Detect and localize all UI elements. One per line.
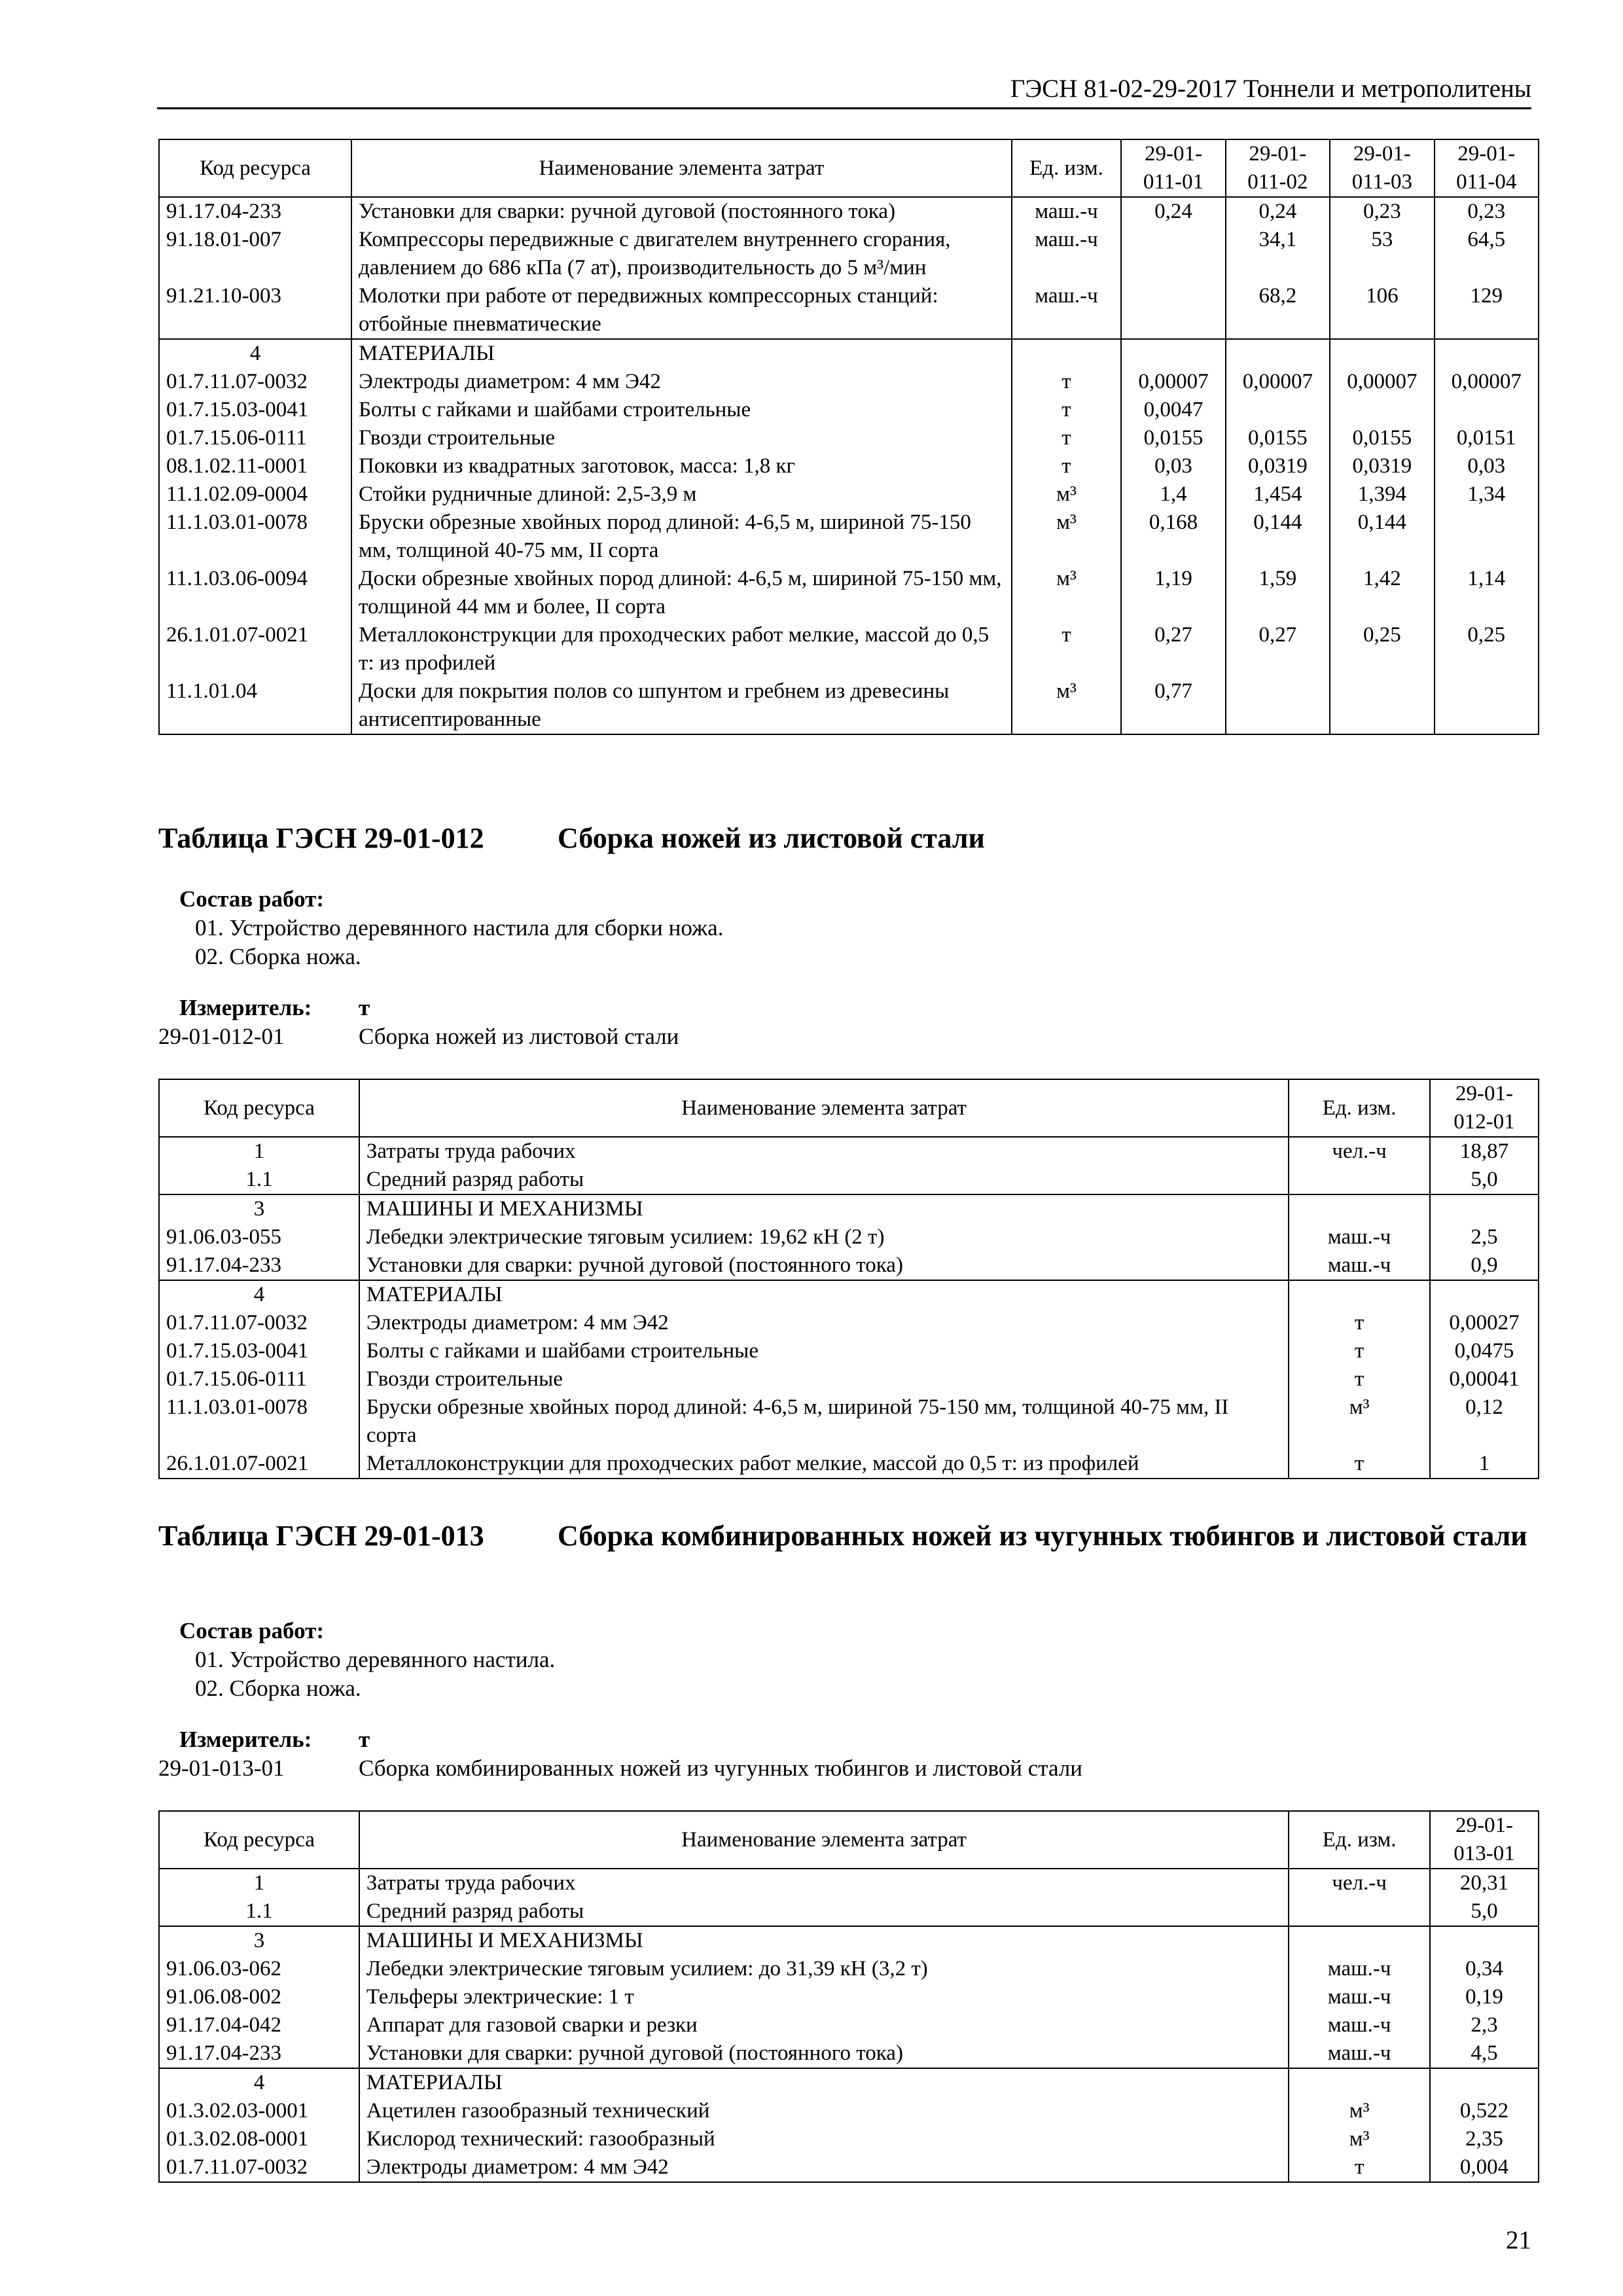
norm-value: 0,03 — [1435, 452, 1539, 480]
resource-name: Гвозди строительные — [351, 424, 1012, 452]
unit: м³ — [1012, 565, 1122, 621]
resource-code: 26.1.01.07-0021 — [159, 1450, 359, 1479]
table-row — [159, 2011, 1539, 2039]
norm-value — [1226, 339, 1330, 368]
unit: т — [1012, 396, 1122, 424]
item-name: Сборка ножей из листовой стали — [359, 1024, 679, 1049]
norm-value: 0,34 — [1430, 1955, 1539, 1983]
norm-value: 1,394 — [1330, 480, 1434, 509]
resource-name: Кислород технический: газообразный — [359, 2125, 1289, 2153]
unit: т — [1289, 1337, 1430, 1365]
table-row — [159, 197, 1539, 226]
resource-name: Металлоконструкции для проходческих работ мелкие, массой до 0,5 т: из профилей — [359, 1450, 1289, 1479]
norm-value: 0,168 — [1121, 509, 1225, 565]
table-number: Таблица ГЭСН 29-01-013 — [158, 1520, 484, 1552]
table-row — [159, 677, 1539, 734]
table-row — [159, 1309, 1539, 1337]
resource-code: 01.7.15.06-0111 — [159, 424, 351, 452]
work-item: 01. Устройство деревянного настила. — [195, 1647, 556, 1672]
unit: м³ — [1012, 677, 1122, 734]
resource-code: 91.17.04-233 — [159, 197, 351, 226]
norm-value: 0,0151 — [1435, 424, 1539, 452]
norm-value — [1121, 226, 1225, 282]
resource-name: МАШИНЫ И МЕХАНИЗМЫ — [359, 1926, 1289, 1955]
table-row — [159, 1955, 1539, 1983]
resource-name: Стойки рудничные длиной: 2,5-3,9 м — [351, 480, 1012, 509]
table-row — [159, 339, 1539, 368]
column-header: 29-01- 011-01 — [1121, 139, 1225, 197]
resource-name: Металлоконструкции для проходческих работ мелкие, массой до 0,5 т: из профилей — [351, 621, 1012, 677]
norm-value: 5,0 — [1430, 1897, 1539, 1926]
unit: т — [1289, 1365, 1430, 1393]
unit — [1289, 1194, 1430, 1223]
norm-value: 0,00007 — [1226, 368, 1330, 396]
norm-value: 0,144 — [1330, 509, 1434, 565]
table-row — [159, 1194, 1539, 1223]
table-row — [159, 226, 1539, 282]
unit: маш.-ч — [1289, 1223, 1430, 1251]
column-header: Ед. изм. — [1289, 1079, 1430, 1137]
resource-name: Аппарат для газовой сварки и резки — [359, 2011, 1289, 2039]
resource-name: Установки для сварки: ручной дуговой (постоянного тока) — [359, 1251, 1289, 1280]
table-row — [159, 1280, 1539, 1309]
resource-code: 3 — [159, 1194, 359, 1223]
norm-value — [1226, 396, 1330, 424]
resource-code: 1 — [159, 1869, 359, 1897]
resource-code: 3 — [159, 1926, 359, 1955]
column-header: Наименование элемента затрат — [359, 1811, 1289, 1869]
column-header: Наименование элемента затрат — [359, 1079, 1289, 1137]
norm-value: 53 — [1330, 226, 1434, 282]
unit: чел.-ч — [1289, 1869, 1430, 1897]
resource-code: 01.7.11.07-0032 — [159, 368, 351, 396]
resource-code: 11.1.03.01-0078 — [159, 1393, 359, 1450]
norm-value: 5,0 — [1430, 1166, 1539, 1194]
resource-name: Болты с гайками и шайбами строительные — [351, 396, 1012, 424]
resource-name: Лебедки электрические тяговым усилием: 19,62 кН (2 т) — [359, 1223, 1289, 1251]
item-code: 29-01-012-01 — [158, 1024, 285, 1049]
norm-value: 1,454 — [1226, 480, 1330, 509]
norm-value: 18,87 — [1430, 1137, 1539, 1166]
resource-code: 91.06.03-062 — [159, 1955, 359, 1983]
resource-code: 91.17.04-233 — [159, 2039, 359, 2068]
table-row — [159, 1365, 1539, 1393]
resource-name: Поковки из квадратных заготовок, масса: 1,8 кг — [351, 452, 1012, 480]
norm-value: 1,59 — [1226, 565, 1330, 621]
work-item: 02. Сборка ножа. — [195, 944, 361, 969]
norm-value: 2,35 — [1430, 2125, 1539, 2153]
norm-value: 64,5 — [1435, 226, 1539, 282]
unit: т — [1012, 368, 1122, 396]
resource-code: 91.17.04-042 — [159, 2011, 359, 2039]
norm-value: 0,00007 — [1435, 368, 1539, 396]
column-header: Ед. изм. — [1289, 1811, 1430, 1869]
resource-name: Электроды диаметром: 4 мм Э42 — [359, 1309, 1289, 1337]
table-row — [159, 509, 1539, 565]
table-row — [159, 1393, 1539, 1450]
resource-code: 91.21.10-003 — [159, 282, 351, 339]
resource-code: 01.7.15.03-0041 — [159, 1337, 359, 1365]
unit: маш.-ч — [1012, 197, 1122, 226]
unit: чел.-ч — [1289, 1137, 1430, 1166]
resource-table-29-01-011 — [158, 139, 1539, 735]
resource-code: 1.1 — [159, 1897, 359, 1926]
resource-code: 91.06.08-002 — [159, 1983, 359, 2011]
column-header: 29-01- 013-01 — [1430, 1811, 1539, 1869]
norm-value: 0,522 — [1430, 2097, 1539, 2125]
resource-code: 91.18.01-007 — [159, 226, 351, 282]
norm-value: 0,12 — [1430, 1393, 1539, 1450]
resource-name: Тельферы электрические: 1 т — [359, 1983, 1289, 2011]
resource-code: 11.1.03.06-0094 — [159, 565, 351, 621]
norm-value — [1226, 677, 1330, 734]
table-row — [159, 1251, 1539, 1280]
resource-table-29-01-012 — [158, 1079, 1539, 1479]
unit — [1289, 2068, 1430, 2097]
resource-code: 11.1.03.01-0078 — [159, 509, 351, 565]
column-header: 29-01- 011-02 — [1226, 139, 1330, 197]
meter-block-29-01-012 — [158, 994, 1533, 1051]
table-title: Сборка комбинированных ножей из чугунных тюбингов и листовой стали — [558, 1520, 1527, 1552]
table-row — [159, 1166, 1539, 1194]
norm-value: 1,4 — [1121, 480, 1225, 509]
column-header: Ед. изм. — [1012, 139, 1122, 197]
table-row — [159, 368, 1539, 396]
norm-value: 0,0319 — [1226, 452, 1330, 480]
work-item: 01. Устройство деревянного настила для сборки ножа. — [195, 915, 724, 941]
works-list-29-01-013 — [158, 1617, 555, 1703]
unit — [1289, 1280, 1430, 1309]
table-row — [159, 1337, 1539, 1365]
column-header: Код ресурса — [159, 1079, 359, 1137]
norm-value: 0,24 — [1226, 197, 1330, 226]
norm-value — [1435, 509, 1539, 565]
table-row — [159, 2097, 1539, 2125]
table-number: Таблица ГЭСН 29-01-012 — [158, 822, 484, 854]
resource-code: 1 — [159, 1137, 359, 1166]
norm-value: 0,27 — [1226, 621, 1330, 677]
norm-value: 0,25 — [1435, 621, 1539, 677]
resource-name: Установки для сварки: ручной дуговой (постоянного тока) — [359, 2039, 1289, 2068]
table-row — [159, 1223, 1539, 1251]
resource-name: Молотки при работе от передвижных компрессорных станций: отбойные пневматические — [351, 282, 1012, 339]
unit: маш.-ч — [1012, 226, 1122, 282]
norm-value: 0,0047 — [1121, 396, 1225, 424]
resource-name: Бруски обрезные хвойных пород длиной: 4-6,5 м, шириной 75-150 мм, толщиной 40-75 мм, II сорта — [351, 509, 1012, 565]
work-item: 02. Сборка ножа. — [195, 1676, 361, 1701]
resource-name: Ацетилен газообразный технический — [359, 2097, 1289, 2125]
meter-label: Измеритель: — [179, 1727, 312, 1752]
norm-value — [1330, 396, 1434, 424]
resource-name: Средний разряд работы — [359, 1897, 1289, 1926]
resource-name: Лебедки электрические тяговым усилием: до 31,39 кН (3,2 т) — [359, 1955, 1289, 1983]
norm-value: 0,00007 — [1330, 368, 1434, 396]
works-list-29-01-012 — [158, 885, 723, 971]
resource-name: Бруски обрезные хвойных пород длиной: 4-6,5 м, шириной 75-150 мм, толщиной 40-75 мм, II сорта — [359, 1393, 1289, 1450]
norm-value: 0,144 — [1226, 509, 1330, 565]
column-header: 29-01- 011-03 — [1330, 139, 1434, 197]
norm-value — [1430, 2068, 1539, 2097]
resource-name: Электроды диаметром: 4 мм Э42 — [351, 368, 1012, 396]
norm-value: 1,14 — [1435, 565, 1539, 621]
unit: маш.-ч — [1289, 1983, 1430, 2011]
unit: т — [1012, 452, 1122, 480]
norm-value: 2,5 — [1430, 1223, 1539, 1251]
norm-value — [1330, 677, 1434, 734]
table-row — [159, 282, 1539, 339]
norm-value: 0,23 — [1435, 197, 1539, 226]
norm-value — [1430, 1194, 1539, 1223]
resource-name: Болты с гайками и шайбами строительные — [359, 1337, 1289, 1365]
resource-name: Средний разряд работы — [359, 1166, 1289, 1194]
norm-value — [1121, 282, 1225, 339]
unit — [1012, 339, 1122, 368]
norm-value: 0,19 — [1430, 1983, 1539, 2011]
norm-value: 0,0155 — [1121, 424, 1225, 452]
norm-value: 0,00007 — [1121, 368, 1225, 396]
table-row — [159, 480, 1539, 509]
column-header: Наименование элемента затрат — [351, 139, 1012, 197]
norm-value: 0,0319 — [1330, 452, 1434, 480]
column-header: 29-01- 011-04 — [1435, 139, 1539, 197]
unit: маш.-ч — [1012, 282, 1122, 339]
resource-name: Затраты труда рабочих — [359, 1869, 1289, 1897]
norm-value: 1 — [1430, 1450, 1539, 1479]
norm-value: 0,00041 — [1430, 1365, 1539, 1393]
resource-code: 4 — [159, 2068, 359, 2097]
unit: маш.-ч — [1289, 2039, 1430, 2068]
norm-value: 20,31 — [1430, 1869, 1539, 1897]
table-row — [159, 396, 1539, 424]
table-row — [159, 1450, 1539, 1479]
table-row — [159, 424, 1539, 452]
resource-name: МАШИНЫ И МЕХАНИЗМЫ — [359, 1194, 1289, 1223]
works-heading: Состав работ: — [179, 886, 324, 912]
resource-code: 91.06.03-055 — [159, 1223, 359, 1251]
resource-table-29-01-013 — [158, 1810, 1539, 2183]
resource-code: 11.1.02.09-0004 — [159, 480, 351, 509]
resource-code: 26.1.01.07-0021 — [159, 621, 351, 677]
table-row — [159, 1983, 1539, 2011]
unit: т — [1012, 424, 1122, 452]
norm-value: 129 — [1435, 282, 1539, 339]
item-name: Сборка комбинированных ножей из чугунных тюбингов и листовой стали — [359, 1755, 1083, 1781]
page-number: 21 — [1506, 2226, 1531, 2254]
norm-value: 0,77 — [1121, 677, 1225, 734]
resource-name: Затраты труда рабочих — [359, 1137, 1289, 1166]
table-row — [159, 2153, 1539, 2182]
resource-name: Установки для сварки: ручной дуговой (постоянного тока) — [351, 197, 1012, 226]
column-header: Код ресурса — [159, 1811, 359, 1869]
unit: м³ — [1289, 1393, 1430, 1450]
resource-code: 11.1.01.04 — [159, 677, 351, 734]
norm-value: 34,1 — [1226, 226, 1330, 282]
norm-value: 1,42 — [1330, 565, 1434, 621]
resource-code: 01.3.02.03-0001 — [159, 2097, 359, 2125]
table-row — [159, 1926, 1539, 1955]
norm-value: 0,27 — [1121, 621, 1225, 677]
resource-code: 4 — [159, 339, 351, 368]
unit: маш.-ч — [1289, 1251, 1430, 1280]
unit — [1289, 1166, 1430, 1194]
norm-value — [1330, 339, 1434, 368]
meter-label: Измеритель: — [179, 995, 312, 1020]
unit: м³ — [1289, 2125, 1430, 2153]
resource-code: 01.3.02.08-0001 — [159, 2125, 359, 2153]
table-row — [159, 1897, 1539, 1926]
norm-value — [1430, 1926, 1539, 1955]
resource-code: 01.7.11.07-0032 — [159, 2153, 359, 2182]
item-code: 29-01-013-01 — [158, 1755, 285, 1781]
meter-unit: т — [359, 995, 370, 1020]
works-heading: Состав работ: — [179, 1618, 324, 1643]
unit: маш.-ч — [1289, 2011, 1430, 2039]
unit: м³ — [1012, 509, 1122, 565]
resource-code: 01.7.15.03-0041 — [159, 396, 351, 424]
meter-unit: т — [359, 1727, 370, 1752]
norm-value: 0,004 — [1430, 2153, 1539, 2182]
norm-value: 0,0475 — [1430, 1337, 1539, 1365]
table-row — [159, 1869, 1539, 1897]
norm-value: 1,34 — [1435, 480, 1539, 509]
resource-name: МАТЕРИАЛЫ — [359, 2068, 1289, 2097]
meter-block-29-01-013 — [158, 1725, 1533, 1783]
table-row — [159, 2039, 1539, 2068]
column-header: Код ресурса — [159, 139, 351, 197]
resource-name: МАТЕРИАЛЫ — [359, 1280, 1289, 1309]
resource-name: Доски для покрытия полов со шпунтом и гребнем из древесины антисептированные — [351, 677, 1012, 734]
table-row — [159, 621, 1539, 677]
norm-value: 0,25 — [1330, 621, 1434, 677]
resource-name: Компрессоры передвижные с двигателем внутреннего сгорания, давлением до 686 кПа (7 ат), производительность до 5 м³/мин — [351, 226, 1012, 282]
table-row — [159, 1137, 1539, 1166]
unit: м³ — [1012, 480, 1122, 509]
resource-name: Электроды диаметром: 4 мм Э42 — [359, 2153, 1289, 2182]
unit: т — [1289, 1450, 1430, 1479]
table-row — [159, 452, 1539, 480]
table-title: Сборка ножей из листовой стали — [558, 822, 985, 854]
unit — [1289, 1926, 1430, 1955]
norm-value: 0,03 — [1121, 452, 1225, 480]
norm-value — [1430, 1280, 1539, 1309]
resource-code: 1.1 — [159, 1166, 359, 1194]
norm-value: 68,2 — [1226, 282, 1330, 339]
resource-code: 91.17.04-233 — [159, 1251, 359, 1280]
norm-value: 1,19 — [1121, 565, 1225, 621]
norm-value — [1435, 339, 1539, 368]
resource-code: 01.7.11.07-0032 — [159, 1309, 359, 1337]
resource-name: Гвозди строительные — [359, 1365, 1289, 1393]
resource-code: 08.1.02.11-0001 — [159, 452, 351, 480]
unit: маш.-ч — [1289, 1955, 1430, 1983]
resource-name: МАТЕРИАЛЫ — [351, 339, 1012, 368]
running-header: ГЭСН 81-02-29-2017 Тоннели и метрополитены — [157, 73, 1531, 109]
table-row — [159, 565, 1539, 621]
norm-value: 0,00027 — [1430, 1309, 1539, 1337]
unit: т — [1012, 621, 1122, 677]
table-row — [159, 2068, 1539, 2097]
norm-value — [1435, 396, 1539, 424]
unit: м³ — [1289, 2097, 1430, 2125]
norm-value: 0,23 — [1330, 197, 1434, 226]
norm-value — [1121, 339, 1225, 368]
norm-value — [1435, 677, 1539, 734]
resource-code: 4 — [159, 1280, 359, 1309]
norm-value: 0,0155 — [1330, 424, 1434, 452]
table-row — [159, 2125, 1539, 2153]
unit — [1289, 1897, 1430, 1926]
column-header: 29-01- 012-01 — [1430, 1079, 1539, 1137]
norm-value: 0,24 — [1121, 197, 1225, 226]
resource-code: 01.7.15.06-0111 — [159, 1365, 359, 1393]
unit: т — [1289, 2153, 1430, 2182]
norm-value: 0,0155 — [1226, 424, 1330, 452]
norm-value: 106 — [1330, 282, 1434, 339]
unit: т — [1289, 1309, 1430, 1337]
norm-value: 4,5 — [1430, 2039, 1539, 2068]
resource-name: Доски обрезные хвойных пород длиной: 4-6,5 м, шириной 75-150 мм, толщиной 44 мм и более, II сорта — [351, 565, 1012, 621]
norm-value: 2,3 — [1430, 2011, 1539, 2039]
norm-value: 0,9 — [1430, 1251, 1539, 1280]
